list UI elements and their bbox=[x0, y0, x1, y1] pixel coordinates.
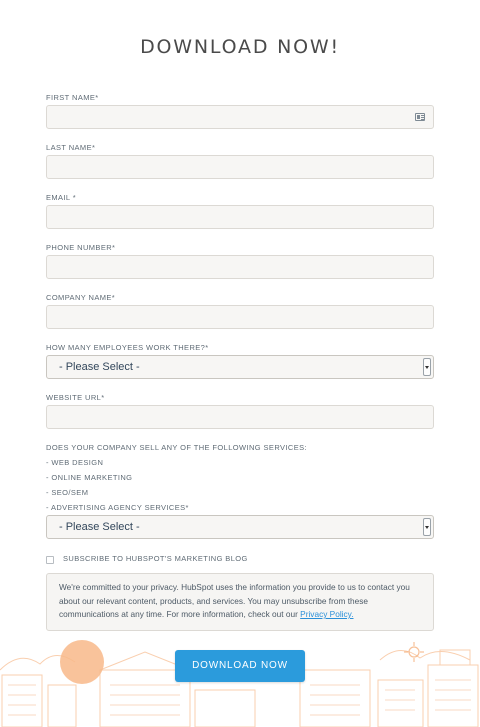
last-name-field[interactable] bbox=[46, 155, 434, 179]
services-label-line: - SEO/SEM bbox=[46, 488, 89, 497]
subscribe-label[interactable]: SUBSCRIBE TO HUBSPOT'S MARKETING BLOG bbox=[63, 554, 248, 563]
phone-field[interactable] bbox=[46, 255, 434, 279]
website-label: WEBSITE URL* bbox=[46, 393, 105, 402]
first-name-field[interactable] bbox=[46, 105, 434, 129]
services-select[interactable] bbox=[46, 515, 434, 539]
chevron-down-icon[interactable] bbox=[423, 358, 431, 376]
services-label-line: DOES YOUR COMPANY SELL ANY OF THE FOLLOWING SERVICES: bbox=[46, 443, 307, 452]
services-label-line: - ONLINE MARKETING bbox=[46, 473, 133, 482]
services-label-line: - WEB DESIGN bbox=[46, 458, 104, 467]
company-label: COMPANY NAME* bbox=[46, 293, 116, 302]
phone-label: PHONE NUMBER* bbox=[46, 243, 116, 252]
last-name-label: LAST NAME* bbox=[46, 143, 96, 152]
first-name-label: FIRST NAME* bbox=[46, 93, 99, 102]
services-selected-value: - Please Select - bbox=[59, 521, 140, 533]
form-title: DOWNLOAD NOW! bbox=[140, 36, 340, 58]
subscribe-checkbox[interactable] bbox=[46, 556, 54, 564]
employees-select[interactable] bbox=[46, 355, 434, 379]
privacy-text: We're committed to your privacy. HubSpot uses the information you provide to us to contact you about our relevant content, products, and services. You may unsubscribe from these communications at any time. For more information, check out our bbox=[59, 582, 410, 619]
employees-label: HOW MANY EMPLOYEES WORK THERE?* bbox=[46, 343, 209, 352]
services-label-line: - ADVERTISING AGENCY SERVICES* bbox=[46, 503, 189, 512]
download-now-button[interactable]: DOWNLOAD NOW bbox=[175, 650, 305, 682]
chevron-down-icon[interactable] bbox=[423, 518, 431, 536]
email-field[interactable] bbox=[46, 205, 434, 229]
privacy-policy-link[interactable]: Privacy Policy. bbox=[300, 609, 354, 619]
contact-card-icon[interactable] bbox=[415, 113, 425, 121]
employees-selected-value: - Please Select - bbox=[59, 361, 140, 373]
privacy-notice bbox=[46, 573, 434, 631]
company-field[interactable] bbox=[46, 305, 434, 329]
website-field[interactable] bbox=[46, 405, 434, 429]
email-label: EMAIL * bbox=[46, 193, 77, 202]
